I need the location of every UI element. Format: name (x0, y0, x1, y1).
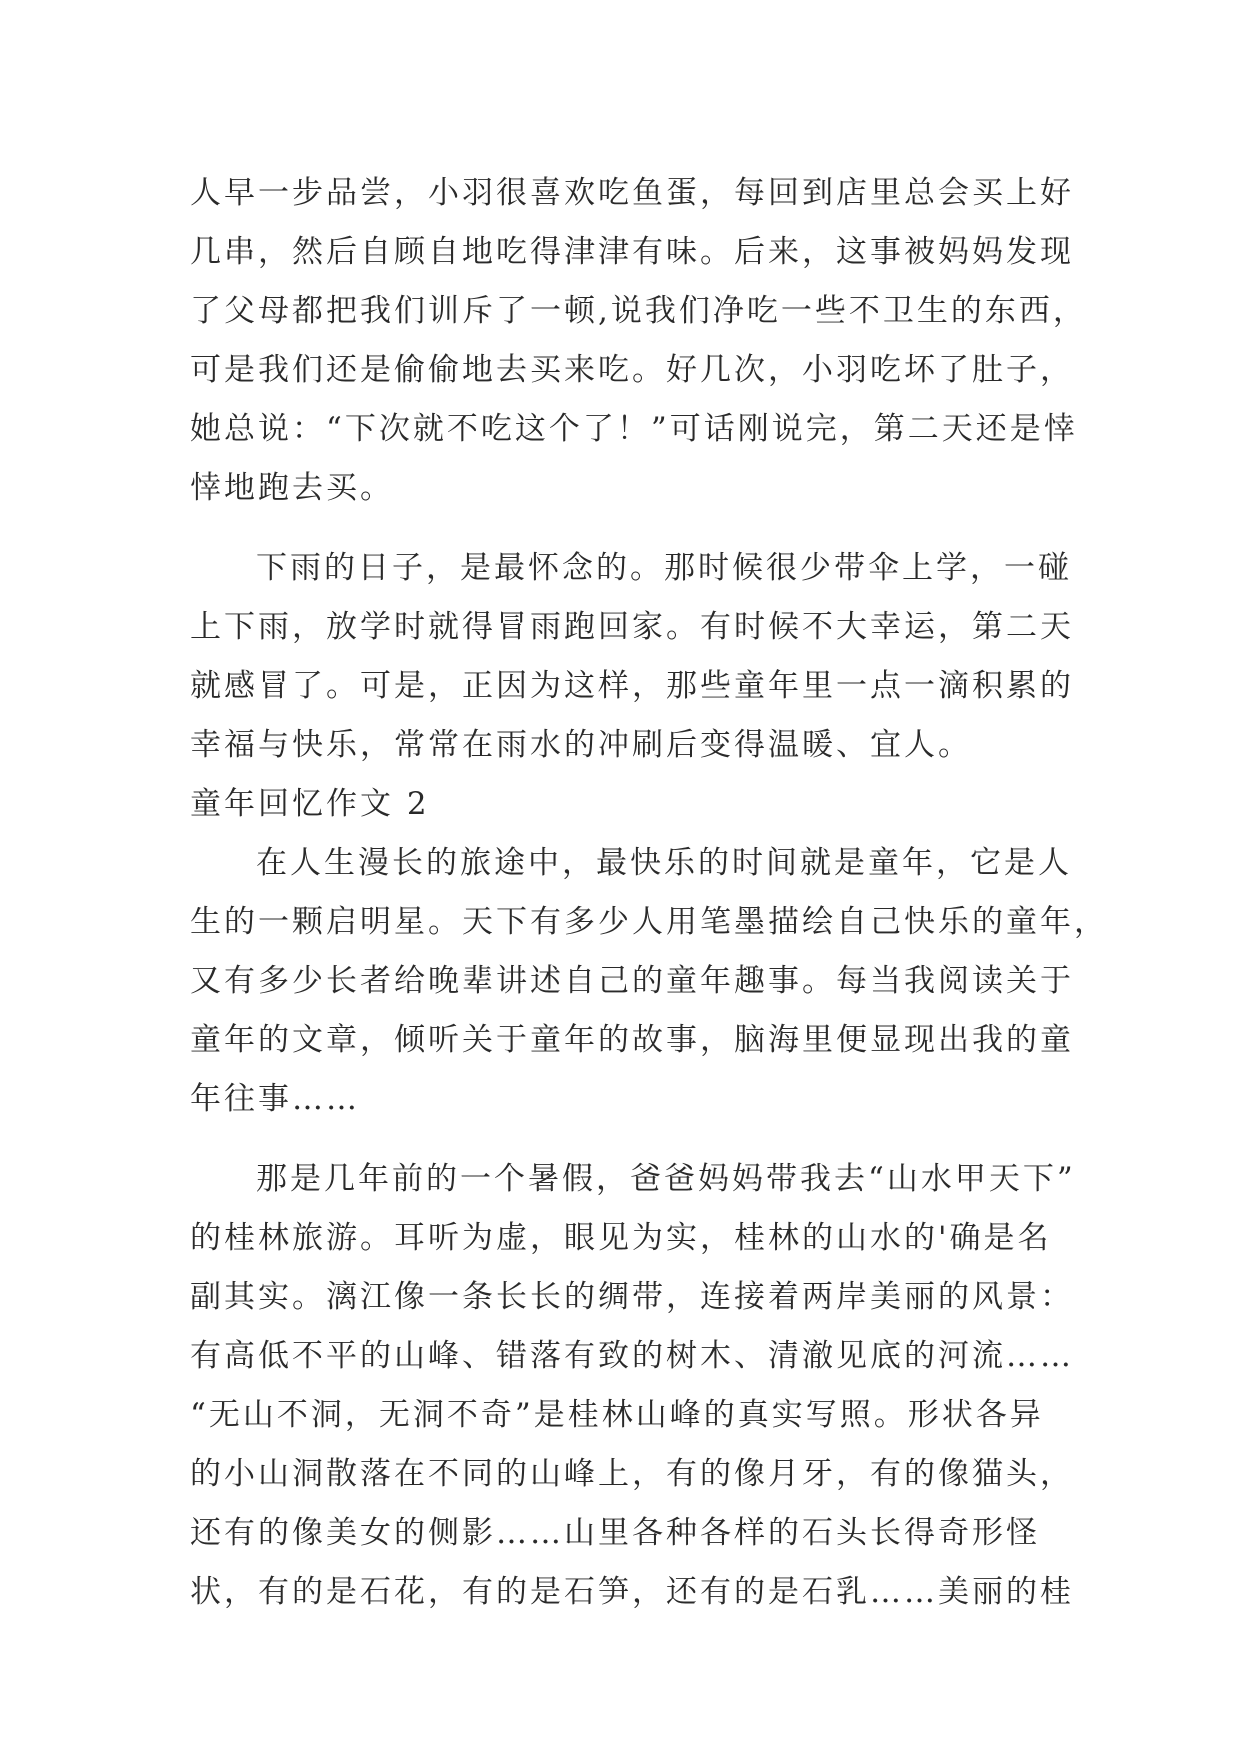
text-line: 还有的像美女的侧影……山里各种各样的石头长得奇形怪 (190, 1515, 1040, 1551)
text-line: 几串，然后自顾自地吃得津津有味。后来，这事被妈妈发现 (190, 234, 1074, 270)
text-line: “无山不洞，无洞不奇”是桂林山峰的真实写照。形状各异 (190, 1397, 1044, 1433)
text-line: 状，有的是石花，有的是石笋，还有的是石乳……美丽的桂 (190, 1574, 1074, 1610)
text-line: 人早一步品尝，小羽很喜欢吃鱼蛋，每回到店里总会买上好 (190, 175, 1074, 211)
text-line: 又有多少长者给晚辈讲述自己的童年趣事。每当我阅读关于 (190, 963, 1074, 999)
text-line: 上下雨，放学时就得冒雨跑回家。有时候不大幸运，第二天 (190, 609, 1074, 645)
text-line: 生的一颗启明星。天下有多少人用笔墨描绘自己快乐的童年， (190, 904, 1108, 940)
section-title-text: 童年回忆作文 2 (190, 786, 430, 822)
text-line: 童年的文章，倾听关于童年的故事，脑海里便显现出我的童 (190, 1022, 1074, 1058)
text-line: 那是几年前的一个暑假，爸爸妈妈带我去“山水甲天下” (256, 1161, 1076, 1197)
text-line: 可是我们还是偷偷地去买来吃。好几次，小羽吃坏了肚子， (190, 352, 1074, 388)
paragraph (190, 1150, 1076, 1622)
text-line: 在人生漫长的旅途中，最快乐的时间就是童年，它是人 (256, 845, 1072, 881)
text-line: 她总说：“下次就不吃这个了！”可话刚说完，第二天还是悻 (190, 411, 1078, 447)
text-line: 幸福与快乐，常常在雨水的冲刷后变得温暖、宜人。 (190, 727, 972, 763)
paragraph (190, 539, 1074, 775)
text-line: 的小山洞散落在不同的山峰上，有的像月牙，有的像猫头， (190, 1456, 1074, 1492)
text-line: 的桂林旅游。耳听为虚，眼见为实，桂林的山水的'确是名 (190, 1220, 1052, 1256)
text-line: 有高低不平的山峰、错落有致的树木、清澈见底的河流…… (190, 1338, 1074, 1374)
text-line: 了父母都把我们训斥了一顿,说我们净吃一些不卫生的东西， (190, 293, 1087, 329)
paragraph-gap (190, 518, 1070, 539)
section-title (190, 775, 1070, 834)
text-line: 悻地跑去买。 (190, 470, 394, 506)
paragraph (190, 834, 1108, 1129)
text-line: 副其实。漓江像一条长长的绸带，连接着两岸美丽的风景： (190, 1279, 1074, 1315)
text-line: 下雨的日子，是最怀念的。那时候很少带伞上学，一碰 (256, 550, 1072, 586)
text-line: 就感冒了。可是，正因为这样，那些童年里一点一滴积累的 (190, 668, 1074, 704)
paragraph-gap (190, 1129, 1070, 1150)
text-line: 年往事…… (190, 1081, 360, 1117)
paragraph (190, 164, 1087, 518)
document-body (190, 164, 1108, 1622)
